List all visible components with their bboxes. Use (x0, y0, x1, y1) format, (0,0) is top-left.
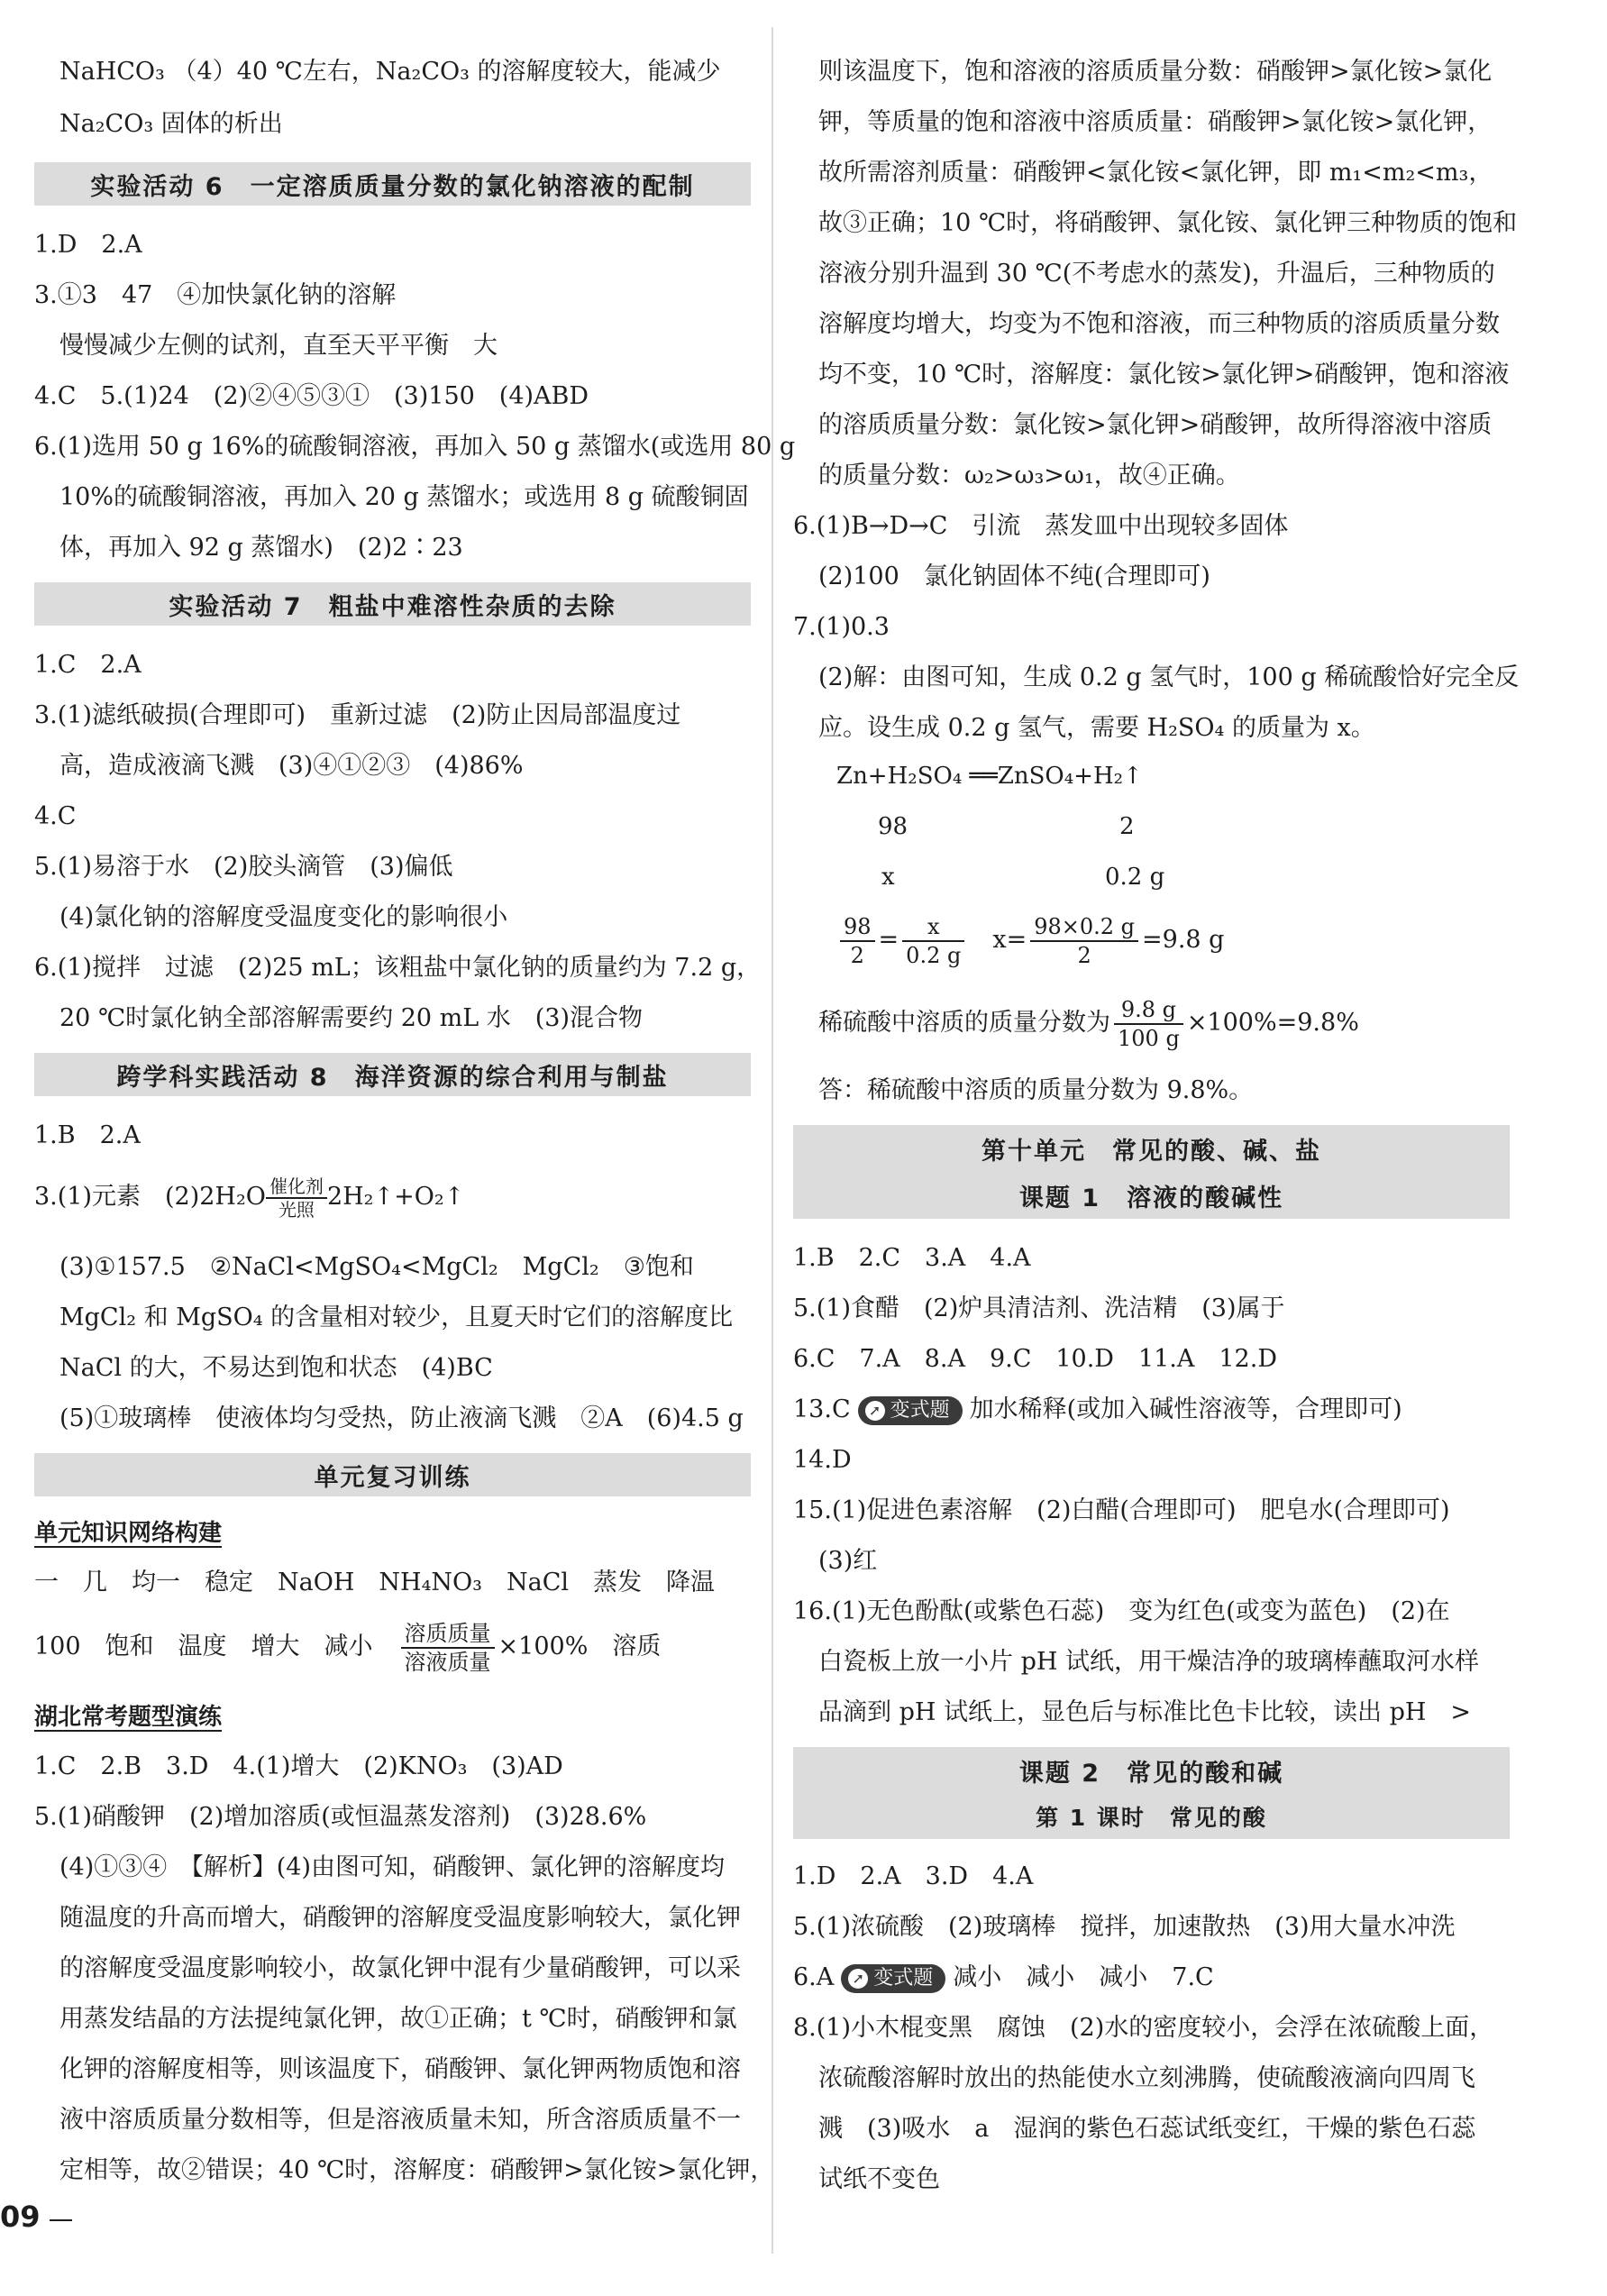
answer-line: 1.B 2.C 3.A 4.A (793, 1244, 1031, 1272)
text-line: 钾，等质量的饱和溶液中溶质质量：硝酸钾>氯化铵>氯化钾， (818, 108, 1493, 136)
answer-line: 体，再加入 92 g 蒸馏水) (2)2∶23 (59, 534, 463, 562)
fraction (840, 913, 875, 969)
answer-line: 4.C (34, 802, 77, 830)
answer-line: 应。设生成 0.2 g 氢气，需要 H₂SO₄ 的质量为 x。 (818, 714, 1375, 742)
unit-heading: 第十单元 常见的酸、碱、盐 (793, 1125, 1510, 1172)
section-heading: 单元复习训练 (34, 1453, 751, 1496)
answer-line: 浓硫酸溶解时放出的热能使水立刻沸腾，使硫酸液滴向四周飞 (818, 2064, 1475, 2092)
answer-line: 1.D 2.A (34, 231, 142, 259)
answer-text: ×100%=9.8% (1186, 1009, 1359, 1037)
equation-value: x (881, 864, 895, 891)
answer-line: 3.(1)滤纸破损(合理即可) 重新过滤 (2)防止因局部温度过 (34, 701, 681, 729)
answer-text: 13.C (793, 1395, 851, 1423)
answer-line: 5.(1)食醋 (2)炉具清洁剂、洗洁精 (3)属于 (793, 1294, 1285, 1322)
text-line: 故③正确；10 ℃时，将硝酸钾、氯化铵、氯化钾三种物质的饱和 (818, 209, 1518, 237)
answer-line: 20 ℃时氯化钠全部溶解需要约 20 mL 水 (3)混合物 (59, 1004, 644, 1032)
answer-line: (3)①157.5 ②NaCl<MgSO₄<MgCl₂ MgCl₂ ③饱和 (59, 1253, 694, 1281)
text-line: 均不变，10 ℃时，溶解度：氯化铵>氯化钾>硝酸钾，饱和溶液 (818, 361, 1510, 389)
answer-line: 3.①3 47 ④加快氯化钠的溶解 (34, 281, 397, 309)
answer-line: 5.(1)硝酸钾 (2)增加溶质(或恒温蒸发溶剂) (3)28.6% (34, 1803, 647, 1831)
text-line: 则该温度下，饱和溶液的溶质质量分数：硝酸钾>氯化铵>氯化 (818, 58, 1493, 86)
section-heading: 跨学科实践活动 8 海洋资源的综合利用与制盐 (34, 1053, 751, 1096)
answer-line: 定相等，故②错误；40 ℃时，溶解度：硝酸钾>氯化铵>氯化钾， (59, 2156, 775, 2184)
text-line: NaHCO₃ （4）40 ℃左右，Na₂CO₃ 的溶解度较大，能减少 (59, 58, 721, 86)
answer-line: 4.C 5.(1)24 (2)②④⑤③① (3)150 (4)ABD (34, 382, 589, 410)
column-divider (772, 27, 773, 2254)
arrow-icon: ➚ (848, 1969, 868, 1989)
answer-text: 加水稀释(或加入碱性溶液等，合理即可) (969, 1395, 1402, 1423)
answer-line: 答：稀硫酸中溶质的质量分数为 9.8%。 (818, 1076, 1254, 1104)
answer-line: 6.C 7.A 8.A 9.C 10.D 11.A 12.D (793, 1345, 1277, 1373)
answer-line: 15.(1)促进色素溶解 (2)白醋(合理即可) 肥皂水(合理即可) (793, 1496, 1450, 1524)
equation-lhs: 3.(1)元素 (2)2H₂O (34, 1183, 266, 1211)
answer-text: 100 饱和 温度 增大 减小 (34, 1633, 373, 1660)
lesson-heading: 课题 2 常见的酸和碱 (793, 1747, 1510, 1794)
answer-line: 用蒸发结晶的方法提纯氯化钾，故①正确；t ℃时，硝酸钾和氯 (59, 2005, 737, 2033)
section-heading: 实验活动 7 粗盐中难溶性杂质的去除 (34, 582, 751, 626)
answer-line: 液中溶质质量分数相等，但是溶液质量未知，所含溶质质量不一 (59, 2106, 741, 2134)
answer-line (793, 1960, 1214, 1996)
badge-label: 变式题 (873, 1966, 934, 1990)
denominator: 2 (850, 942, 864, 968)
period-heading: 第 1 课时 常见的酸 (793, 1794, 1510, 1839)
text-line: 溶液分别升温到 30 ℃(不考虑水的蒸发)，升温后，三种物质的 (818, 260, 1495, 288)
proportion-line (836, 909, 1224, 972)
answer-line (793, 1392, 1402, 1428)
equals-sign: = (878, 926, 899, 954)
equation-value: 98 (878, 813, 909, 840)
badge-label: 变式题 (890, 1398, 950, 1422)
answer-line: (3)红 (818, 1547, 878, 1575)
page-number-dash (50, 2219, 72, 2221)
fraction (1114, 996, 1183, 1052)
answer-line: 化钾的溶解度相等，则该温度下，硝酸钾、氯化钾两物质饱和溶 (59, 2055, 741, 2083)
variant-badge (858, 1396, 963, 1425)
catalyst-arrow (266, 1175, 327, 1221)
denominator: 100 g (1118, 1025, 1180, 1051)
answer-text: 6.A (793, 1963, 835, 1991)
numerator: 98 (840, 913, 875, 942)
answer-line: 16.(1)无色酚酞(或紫色石蕊) 变为红色(或变为蓝色) (2)在 (793, 1597, 1450, 1625)
answer-line: 6.(1)B→D→C 引流 蒸发皿中出现较多固体 (793, 512, 1289, 540)
equation-value: 0.2 g (1105, 864, 1165, 891)
subsection-heading: 湖北常考题型演练 (34, 1704, 223, 1731)
numerator: 溶质质量 (401, 1620, 495, 1649)
fraction (1030, 913, 1138, 969)
text-line: 的溶质质量分数：氯化铵>氯化钾>硝酸钾，故所得溶液中溶质 (818, 411, 1493, 439)
answer-line: 6.(1)选用 50 g 16%的硫酸铜溶液，再加入 50 g 蒸馏水(或选用 80 g (34, 433, 796, 461)
answer-line: (2)解：由图可知，生成 0.2 g 氢气时，100 g 稀硫酸恰好完全反 (818, 663, 1520, 691)
answer-text: ×100% 溶质 (498, 1633, 662, 1660)
arrow-icon: ➚ (865, 1401, 885, 1421)
variant-badge (841, 1964, 945, 1993)
answer-text: 减小 减小 减小 7.C (953, 1963, 1214, 1991)
answer-line: 慢慢减少左侧的试剂，直至天平平衡 大 (59, 332, 498, 360)
answer-line: 高，造成液滴飞溅 (3)④①②③ (4)86% (59, 752, 524, 780)
answer-line: 7.(1)0.3 (793, 613, 890, 641)
answer-line: (4)氯化钠的溶解度受温度变化的影响很小 (59, 903, 508, 931)
answer-line: 的溶解度受温度影响较小，故氯化钾中混有少量硝酸钾，可以采 (59, 1954, 741, 1982)
denominator: 2 (1077, 942, 1091, 968)
numerator: 9.8 g (1114, 996, 1183, 1025)
answer-line: 一 几 均一 稳定 NaOH NH₄NO₃ NaCl 蒸发 降温 (34, 1569, 715, 1596)
result: =9.8 g (1142, 926, 1225, 954)
answer-line: 溅 (3)吸水 a 湿润的紫色石蕊试纸变红，干燥的紫色石蕊 (818, 2115, 1476, 2143)
condition-label: 光照 (278, 1198, 315, 1221)
answer-line: (4)①③④ 【解析】(4)由图可知，硝酸钾、氯化钾的溶解度均 (59, 1853, 725, 1881)
text-line: 故所需溶剂质量：硝酸钾<氯化铵<氯化钾，即 m₁<m₂<m₃， (818, 159, 1493, 187)
chemical-equation: Zn+H₂SO₄ ══ZnSO₄+H₂↑ (836, 763, 1143, 790)
answer-line: 10%的硫酸铜溶液，再加入 20 g 蒸馏水；或选用 8 g 硫酸铜固 (59, 483, 749, 511)
equation-line (34, 1172, 464, 1222)
answer-line: 1.D 2.A 3.D 4.A (793, 1862, 1034, 1890)
answer-line: 8.(1)小木棍变黑 腐蚀 (2)水的密度较小，会浮在浓硫酸上面， (793, 2014, 1494, 2042)
answer-line: 1.C 2.A (34, 651, 142, 679)
answer-line: NaCl 的大，不易达到饱和状态 (4)BC (59, 1354, 493, 1382)
answer-line (818, 992, 1359, 1055)
text-line: 的质量分数：ω₂>ω₃>ω₁，故④正确。 (818, 462, 1240, 489)
section-heading: 实验活动 6 一定溶质质量分数的氯化钠溶液的配制 (34, 162, 751, 206)
answer-line: 14.D (793, 1446, 852, 1474)
fraction (902, 913, 964, 969)
answer-line: 5.(1)浓硫酸 (2)玻璃棒 搅拌，加速散热 (3)用大量水冲洗 (793, 1913, 1456, 1941)
answer-line: 随温度的升高而增大，硝酸钾的溶解度受温度影响较大，氯化钾 (59, 1904, 741, 1932)
lesson-heading: 课题 1 溶液的酸碱性 (793, 1172, 1510, 1219)
numerator: 98×0.2 g (1030, 913, 1138, 942)
answer-line: 6.(1)搅拌 过滤 (2)25 mL；该粗盐中氯化钠的质量约为 7.2 g， (34, 954, 762, 982)
catalyst-label: 催化剂 (266, 1175, 327, 1199)
answer-line: MgCl₂ 和 MgSO₄ 的含量相对较少，且夏天时它们的溶解度比 (59, 1304, 734, 1331)
text-line: 溶解度均增大，均变为不饱和溶液，而三种物质的溶质质量分数 (818, 310, 1500, 338)
equation-value: 2 (1119, 813, 1135, 840)
answer-text: 稀硫酸中溶质的质量分数为 (818, 1009, 1110, 1037)
answer-line: 白瓷板上放一小片 pH 试纸，用干燥洁净的玻璃棒蘸取河水样 (818, 1648, 1479, 1676)
answer-line: 1.C 2.B 3.D 4.(1)增大 (2)KNO₃ (3)AD (34, 1752, 563, 1780)
subsection-heading: 单元知识网络构建 (34, 1520, 223, 1547)
denominator: 0.2 g (906, 942, 962, 968)
answer-line: 品滴到 pH 试纸上，显色后与标准比色卡比较，读出 pH > (818, 1698, 1472, 1726)
fraction (401, 1620, 495, 1676)
page-number: 09 (0, 2200, 41, 2234)
text-line: Na₂CO₃ 固体的析出 (59, 110, 283, 138)
answer-line: 试纸不变色 (818, 2165, 940, 2193)
answer-line: 1.B 2.A (34, 1121, 141, 1149)
numerator: x (902, 913, 964, 942)
denominator: 溶液质量 (404, 1649, 491, 1675)
answer-line: (5)①玻璃棒 使液体均匀受热，防止液滴飞溅 ②A (6)4.5 g (59, 1404, 744, 1432)
variable-label: x= (992, 926, 1027, 954)
answer-line: (2)100 氯化钠固体不纯(合理即可) (818, 563, 1210, 590)
equation-rhs: 2H₂↑+O₂↑ (326, 1183, 465, 1211)
answer-line (34, 1615, 661, 1679)
answer-line: 5.(1)易溶于水 (2)胶头滴管 (3)偏低 (34, 853, 453, 881)
